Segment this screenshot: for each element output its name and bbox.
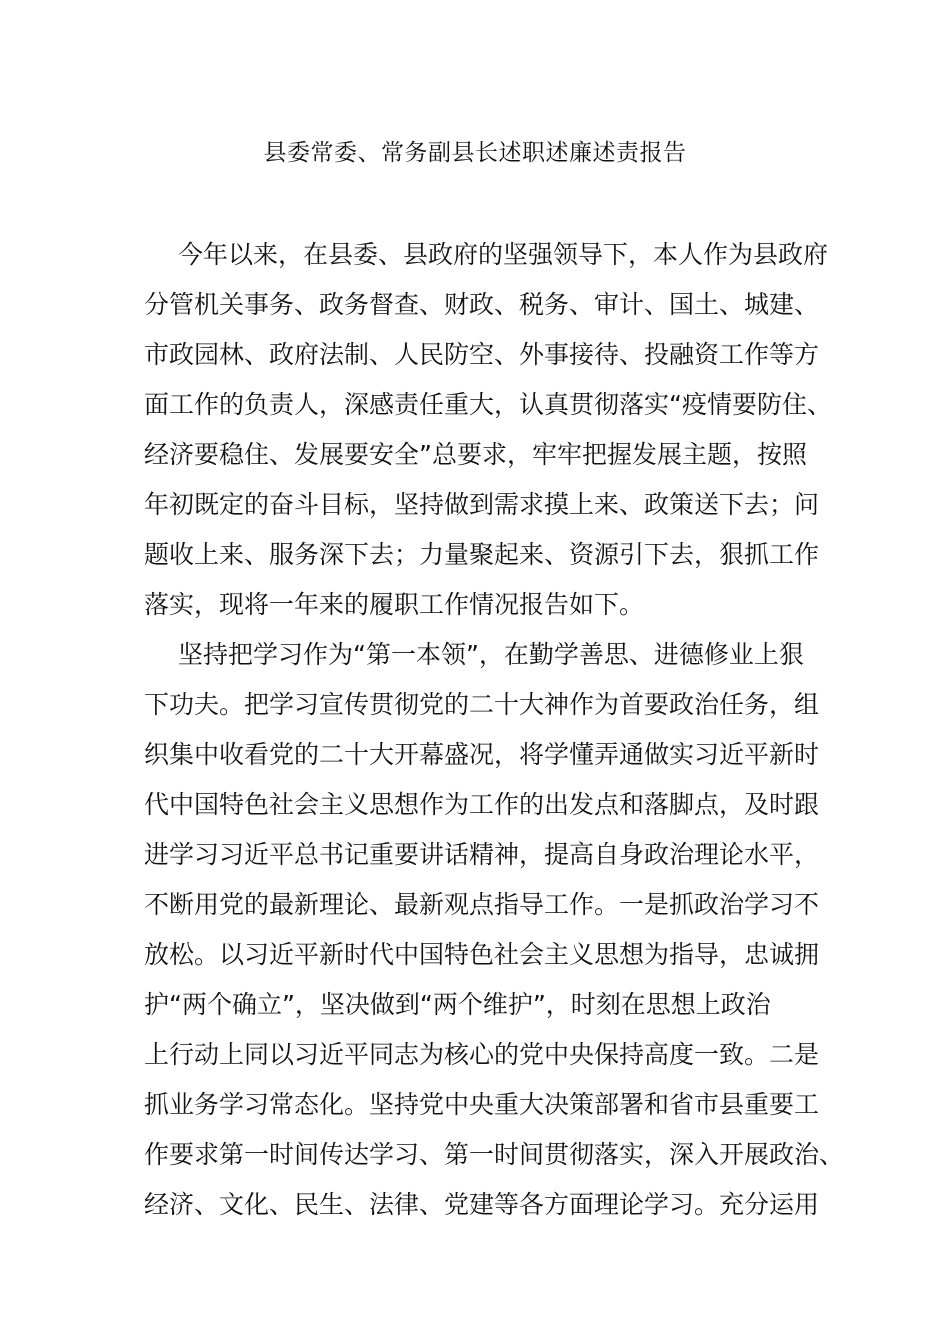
text-line: 代中国特色社会主义思想作为工作的出发点和落脚点，及时跟 <box>144 790 820 819</box>
text-line: 护“两个确立”，坚决做到“两个维护”，时刻在思想上政治 <box>144 990 771 1019</box>
text-line: 上行动上同以习近平同志为核心的党中央保持高度一致。二是 <box>144 1040 820 1069</box>
text-line: 面工作的负责人，深感责任重大，认真贯彻落实“疫情要防住、 <box>144 390 832 419</box>
text-line: 织集中收看党的二十大开幕盛况，将学懂弄通做实习近平新时 <box>144 740 820 769</box>
text-line: 年初既定的奋斗目标，坚持做到需求摸上来、政策送下去；问 <box>144 490 820 519</box>
text-line: 坚持把学习作为“第一本领”，在勤学善思、进德修业上狠 <box>178 640 804 669</box>
text-line: 落实，现将一年来的履职工作情况报告如下。 <box>144 590 645 619</box>
document-body <box>144 230 845 1230</box>
text-line: 经济、文化、民生、法律、党建等各方面理论学习。充分运用 <box>144 1190 820 1219</box>
text-line: 下功夫。把学习宣传贯彻党的二十大神作为首要政治任务，组 <box>144 690 820 719</box>
text-line: 今年以来，在县委、县政府的坚强领导下，本人作为县政府 <box>178 240 829 269</box>
paragraph-1 <box>144 230 832 630</box>
text-line: 不断用党的最新理论、最新观点指导工作。一是抓政治学习不 <box>144 890 820 919</box>
text-line: 作要求第一时间传达学习、第一时间贯彻落实，深入开展政治、 <box>144 1140 845 1169</box>
document-title: 县委常委、常务副县长述职述廉述责报告 <box>263 140 687 166</box>
paragraph-2 <box>144 630 845 1230</box>
text-line: 进学习习近平总书记重要讲话精神，提高自身政治理论水平， <box>144 840 820 869</box>
text-line: 放松。以习近平新时代中国特色社会主义思想为指导，忠诚拥 <box>144 940 820 969</box>
text-line: 经济要稳住、发展要安全”总要求，牢牢把握发展主题，按照 <box>144 440 807 469</box>
text-line: 题收上来、服务深下去；力量聚起来、资源引下去，狠抓工作 <box>144 540 820 569</box>
text-line: 抓业务学习常态化。坚持党中央重大决策部署和省市县重要工 <box>144 1090 820 1119</box>
text-line: 市政园林、政府法制、人民防空、外事接待、投融资工作等方 <box>144 340 820 369</box>
text-line: 分管机关事务、政务督查、财政、税务、审计、国土、城建、 <box>144 290 820 319</box>
